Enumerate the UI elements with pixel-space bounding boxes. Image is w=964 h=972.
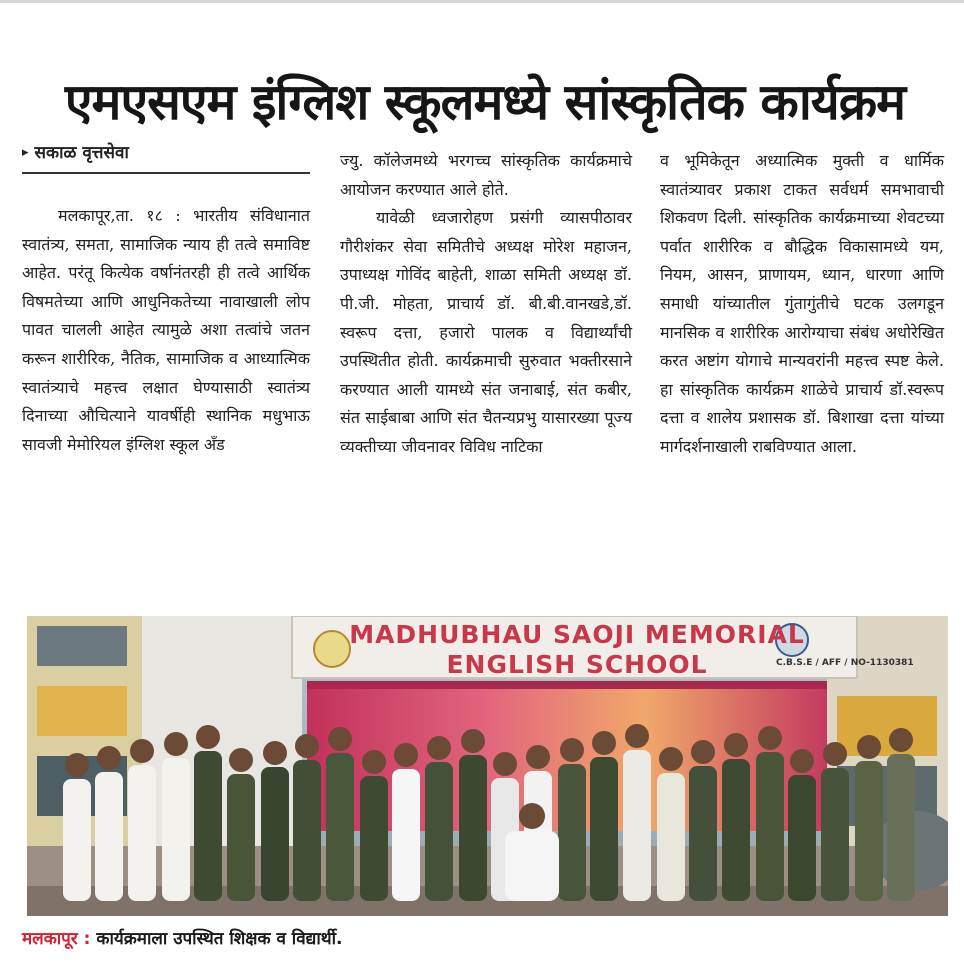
- person-body: [194, 751, 222, 901]
- person-body: [505, 831, 559, 901]
- person-body: [293, 760, 321, 901]
- school-sign-line-1: MADHUBHAU SAOJI MEMORIAL: [349, 620, 805, 649]
- article-column-2: [340, 147, 632, 462]
- person-body: [657, 773, 685, 901]
- person-head: [560, 738, 584, 762]
- article-column-1: [22, 140, 310, 459]
- article-paragraph: व भूमिकेतून अध्यात्मिक मुक्ती व धार्मिक स्वातंत्र्यावर प्रकाश टाकत सर्वधर्म समभावाची शिकवण दिली. सांस्कृतिक कार्यक्रमाच्या शेवटच्या पर्वात शारीरिक व बौद्धिक विकासामध्ये यम, नियम, आसन, प्राणायम, ध्यान, धारणा आणि समाधी यांच्यातील गुंतागुंतीचे घटक उलगडून मानसिक व शारीरिक आरोग्याचा संबंध अधोरेखित करत अष्टांग योगाचे मान्यवरांनी महत्त्व स्पष्ट केले. हा सांस्कृतिक कार्यक्रम शाळेचे प्राचार्य डॉ.स्वरूप दत्ता व शालेय प्रशासक डॉ. बिशाखा दत्ता यांच्या मार्गदर्शनाखाली राबविण्यात आला.: [660, 151, 944, 456]
- person-head: [461, 729, 485, 753]
- caption-place: मलकापूर :: [22, 929, 91, 949]
- person-head: [196, 725, 220, 749]
- byline: [22, 140, 310, 174]
- person-body: [227, 774, 255, 901]
- person-head: [229, 748, 253, 772]
- person-body: [261, 767, 289, 901]
- person-head: [758, 726, 782, 750]
- school-sign-line-2: ENGLISH SCHOOL: [446, 650, 708, 679]
- person-head: [823, 742, 847, 766]
- person-head: [592, 731, 616, 755]
- person-body: [558, 764, 586, 901]
- person-body: [128, 765, 156, 901]
- person-body: [326, 753, 354, 901]
- person-body: [855, 761, 883, 901]
- person-body: [887, 754, 915, 901]
- person-head: [164, 732, 188, 756]
- person-body: [459, 755, 487, 901]
- person-head: [625, 724, 649, 748]
- person-body: [821, 768, 849, 901]
- person-head: [362, 750, 386, 774]
- person-body: [63, 779, 91, 901]
- person-head: [295, 734, 319, 758]
- byline-text: सकाळ वृत्तसेवा: [34, 143, 129, 163]
- person-head: [519, 803, 545, 829]
- person-body: [162, 758, 190, 901]
- person-head: [659, 747, 683, 771]
- person-head: [691, 740, 715, 764]
- person-head: [130, 739, 154, 763]
- person-head: [328, 727, 352, 751]
- person-body: [590, 757, 618, 901]
- headline: एमएसएम इंग्लिश स्कूलमध्ये सांस्कृतिक कार्यक्रम: [64, 72, 906, 131]
- person-body: [360, 776, 388, 901]
- article-column-3: [660, 147, 944, 462]
- article-paragraph: यावेळी ध्वजारोहण प्रसंगी व्यासपीठावर गौरीशंकर सेवा समितीचे अध्यक्ष मोरेश महाजन, उपाध्यक्ष गोविंद बाहेती, शाळा समिती अध्यक्ष डॉ. पी.जी. मोहता, प्राचार्य डॉ. बी.बी.वानखडे,डॉ. स्वरूप दत्ता, हजारो पालक व विद्यार्थ्यांची उपस्थितीत होती. कार्यक्रमाची सुरुवात भक्तीरसाने करण्यात आली यामध्ये संत जनाबाई, संत कबीर, संत साईबाबा आणि संत चैतन्यप्रभु यासारख्या पूज्य व्यक्तीच्या जीवनावर विविध नाटिका: [340, 208, 632, 456]
- person-head: [263, 741, 287, 765]
- top-rule: [0, 0, 964, 3]
- person-head: [493, 752, 517, 776]
- school-affiliation: C.B.S.E / AFF / NO-1130381: [776, 658, 914, 668]
- person-body: [756, 752, 784, 901]
- person-head: [394, 743, 418, 767]
- person-head: [790, 749, 814, 773]
- person-head: [724, 733, 748, 757]
- person-head: [526, 745, 550, 769]
- person-body: [95, 772, 123, 901]
- byline-marker-icon: ▸: [22, 145, 29, 160]
- photo-caption: [22, 926, 942, 952]
- person-head: [65, 753, 89, 777]
- person-body: [722, 759, 750, 901]
- caption-text: कार्यक्रमाला उपस्थित शिक्षक व विद्यार्थी.: [90, 929, 343, 949]
- person-body: [788, 775, 816, 901]
- person-body: [623, 750, 651, 901]
- person-head: [97, 746, 121, 770]
- person-body: [392, 769, 420, 901]
- article-paragraph: मलकापूर,ता. १८ : भारतीय संविधानात स्वातंत्र्य, समता, सामाजिक न्याय ही तत्वे समाविष्ट आहेत. परंतू कित्येक वर्षानंतरही ही तत्वे आर्थिक विषमतेच्या आणि आधुनिकतेच्या नावाखाली लोप पावत चालली आहेत त्यामुळे अशा तत्वांचे जतन करून शारीरिक, नैतिक, सामाजिक व आध्यात्मिक स्वातंत्र्याचे महत्त्व लक्षात घेण्यासाठी स्वातंत्र्य दिनाच्या औचित्याने यावर्षीही स्थानिक मधुभाऊ सावजी मेमोरियल इंग्लिश स्कूल अँड: [22, 206, 310, 454]
- person-head: [889, 728, 913, 752]
- person-head: [427, 736, 451, 760]
- person-head: [857, 735, 881, 759]
- event-photo: [27, 616, 948, 916]
- person-body: [689, 766, 717, 901]
- article-paragraph: ज्यु. कॉलेजमध्ये भरगच्च सांस्कृतिक कार्यक्रमाचे आयोजन करण्यात आले होते.: [340, 151, 632, 199]
- person-body: [425, 762, 453, 901]
